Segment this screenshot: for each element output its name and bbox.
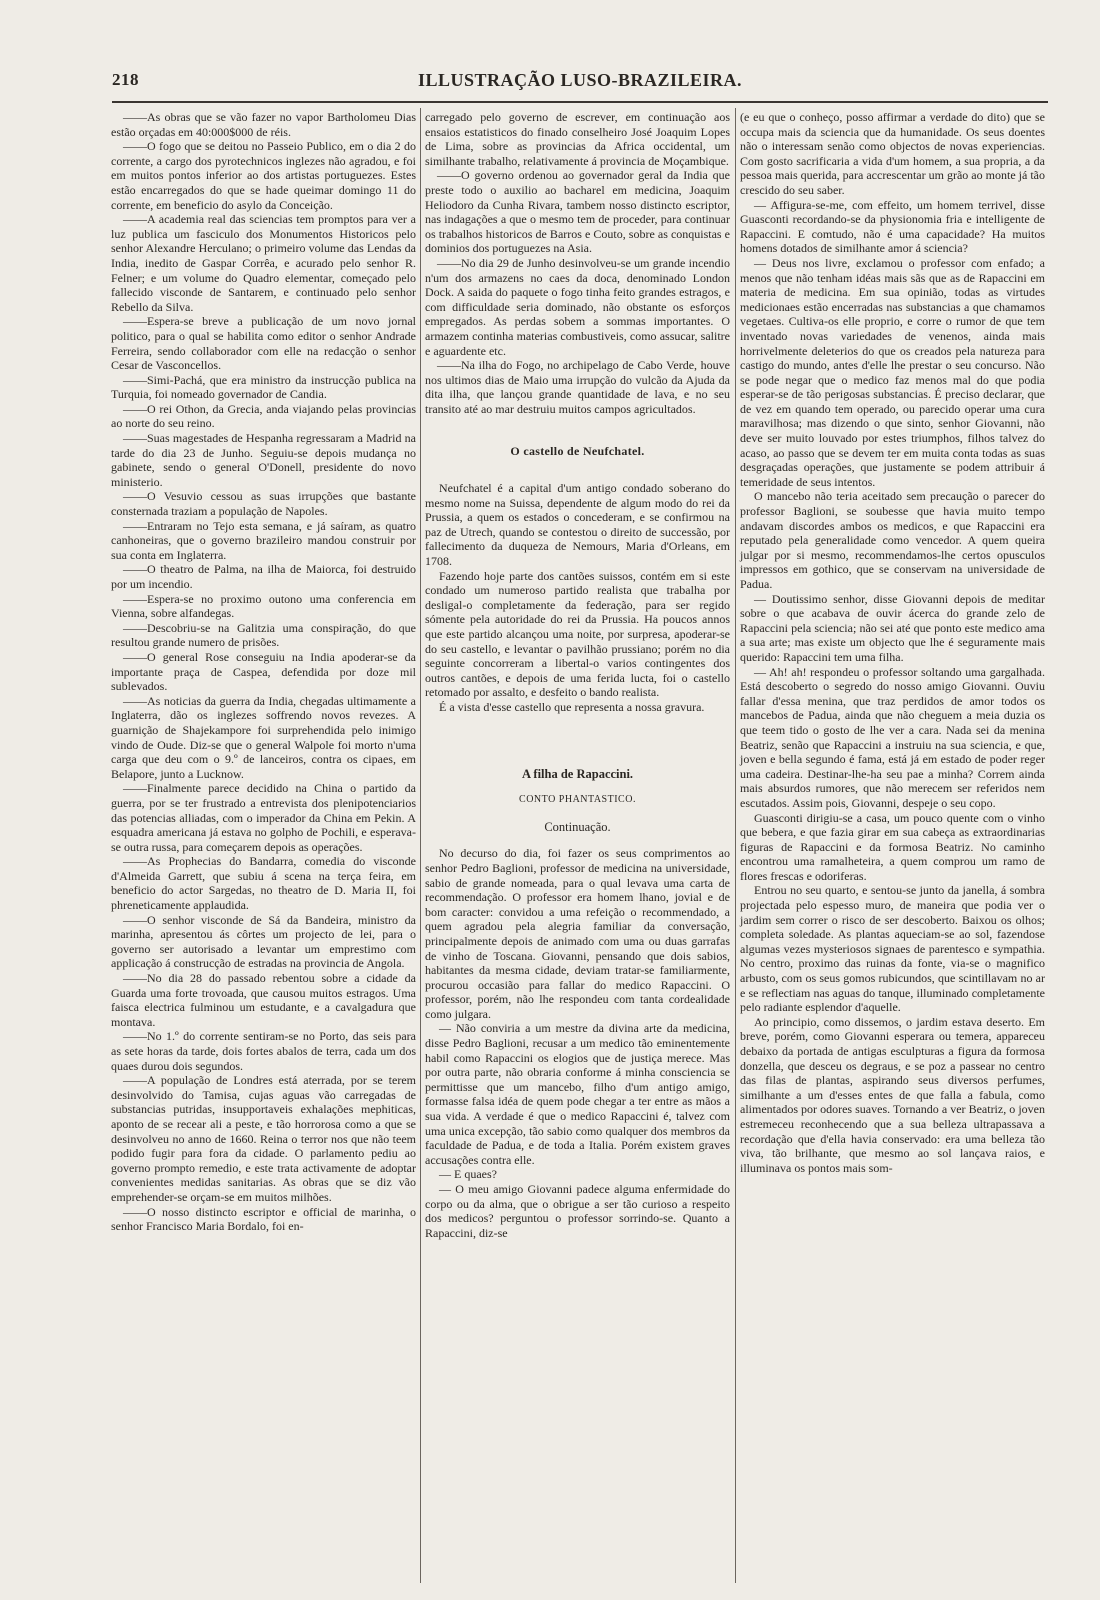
story-paragraph: — Ah! ah! respondeu o professor soltando uma gargalhada. Está descoberto o segredo do nosso amigo Giovanni. Ouviu fallar d'essa menina, que traz perdidos de amor todos os mancebos de Padua, ainda que não cheguem a meia duzia os que teem tido o gosto de lhe ver a cara. Nada sei da menina Beatriz, senão que Rapaccini a instruiu na sua sciencia, e que, joven e bella segundo é fama, está já em estado de poder reger uma cadeira. Destinar-lhe-ha seu pae a minha? Correm ainda mais absurdos rumores, que não merecem ser referidos nem escutados. Assim pois, Giovanni, despeje o seu copo. bbox=[740, 664, 1045, 810]
news-item: ——O nosso distincto escriptor e official de marinha, o senhor Francisco Maria Bordalo, foi en- bbox=[111, 1204, 416, 1234]
story-paragraph: — O meu amigo Giovanni padece alguma enfermidade do corpo ou da alma, que o obrigue a ser tão curioso a respeito dos medicos? perguntou o professor sorrindo-se. Quanto a Rapaccini, diz-se bbox=[425, 1182, 730, 1240]
story-subtitle: CONTO PHANTASTICO. bbox=[519, 794, 636, 806]
story-paragraph: Entrou no seu quarto, e sentou-se junto da janella, á sombra projectada pelo espesso muro, de maneira que podia ver o jardim sem correr o risco de ser descoberto. Baixou os olhos; completa soledade. As plantas aqueciam-se ao sol, fazendose algumas vezes mysteriosos signaes de parentesco e sympathia. No centro, proximo das ruinas da fonte, via-se o magnifico arbusto, com os seus gomos rubicundos, que scintillavam no ar e se reflectiam nas aguas do tanque, illuminado completamente pelo radiante esplendor d'aquelle. bbox=[740, 883, 1045, 1015]
story-paragraph: Ao principio, como dissemos, o jardim estava deserto. Em breve, porém, como Giovanni esperara ou temera, appareceu debaixo da portada de antigas esculpturas a figura da formosa donzella, que desceu os degraus, e se poz a passear no centro das filas de plantas, aspirando seus diversos perfumes, similhante a um d'esses entes de que falla a fabula, como alimentados por odores suaves. Tornando a ver Beatriz, o joven estremeceu reconhecendo que a sua belleza ultrapassava a recordação que d'ella havia conservado: era uma belleza tão viva, tão brilhante, que mesmo ao sol lançava raios, e illuminava os pontos mais som- bbox=[740, 1014, 1045, 1175]
column-middle bbox=[425, 110, 730, 1240]
column-left bbox=[111, 110, 416, 1234]
news-item: ——No dia 29 de Junho desinvolveu-se um grande incendio n'um dos armazens no caes da doca, denominado London Dock. A saida do paquete o fogo tinha feito grandes estragos, e com difficuldade seria dominado, não obstante os esforços empregados. As perdas sobem a sommas importantes. O armazem continha materias combustiveis, como assucar, salitre e aguardente etc. bbox=[425, 255, 730, 358]
news-item: ——As Prophecias do Bandarra, comedia do visconde d'Almeida Garrett, que subiu á scena na terça feira, em beneficio do actor Sargedas, no theatro de D. Maria II, foi phreneticamente applaudida. bbox=[111, 854, 416, 913]
news-item: ——Na ilha do Fogo, no archipelago de Cabo Verde, houve nos ultimos dias de Maio uma irrupção do vulcão da Ajuda da dita ilha, que lançou grande quantidade de lava, e no seu transito até ao mar destruiu muitos campos agricultados. bbox=[425, 358, 730, 416]
publication-title: ILLUSTRAÇÃO LUSO-BRAZILEIRA. bbox=[417, 70, 743, 90]
section-heading-castelo: O castello de Neufchatel. bbox=[510, 444, 645, 459]
column-divider bbox=[735, 108, 736, 1583]
page-number: 218 bbox=[112, 70, 139, 89]
column-right bbox=[740, 110, 1045, 1175]
story-paragraph: No decurso do dia, foi fazer os seus comprimentos ao senhor Pedro Baglioni, professor de medicina na universidade, sabio de grande nomeada, para o qual levava uma carta de recommendação. O professor era homem lhano, jovial e de bom caracter: convidou a uma refeição o recommendado, a quem agradou pela alegria familiar da conversação, principalmente depois de animado com uma ou duas garrafas de vinho de Toscana. Giovanni, pensando que dois sabios, habitantes da mesma cidade, deviam tratar-se familiarmente, procurou occasião para fallar do medico Rapaccini. O professor, porém, não lhe respondeu com tanta cordealidade como julgara. bbox=[425, 846, 730, 1021]
news-item: ——A academia real das sciencias tem promptos para ver a luz publica um fasciculo dos Monumentos Historicos pelo senhor Alexandre Herculano; o primeiro volume das Lendas da India, inedito de Gaspar Corrêa, e acurado pelo senhor R. Felner; e um volume do Quadro elementar, começado pelo fallecido visconde de Santarem, e continuado pelo senhor Rebello da Silva. bbox=[111, 212, 416, 314]
news-item: ——No dia 28 do passado rebentou sobre a cidade da Guarda uma forte trovoada, que causou muitos estragos. Uma faisca electrica fulminou um estudante, e a cavalgadura que montava. bbox=[111, 971, 416, 1029]
news-item: ——As noticias da guerra da India, chegadas ultimamente a Inglaterra, dão os inglezes soffrendo novos revezes. A guarnição de Shajekampore foi surprehendida pelo inimigo vindo de Oude. Diz-se que o general Walpole foi morto n'uma carga que deu com o 9.º de lanceiros, contra os cipaes, em Belapore, junto a Lucknow. bbox=[111, 693, 416, 781]
news-item: ——Suas magestades de Hespanha regressaram a Madrid na tarde do dia 23 de Junho. Seguiu-se depois mudança no gabinete, sendo o general O'Donell, presidente do novo ministerio. bbox=[111, 431, 416, 489]
news-item: ——Simi-Pachá, que era ministro da instrucção publica na Turquia, foi nomeado governador de Candia. bbox=[111, 372, 416, 402]
news-item: ——Finalmente parece decidido na China o partido da guerra, por se ter frustrado a entrevista dos plenipotenciarios das potencias alliadas, com o imperador da China em Pekin. A esquadra americana já estava no golpho de Pochili, e esperava-se outra russa, para começarem depois as operações. bbox=[111, 781, 416, 854]
page-header bbox=[112, 70, 1048, 100]
news-item: ——O theatro de Palma, na ilha de Maiorca, foi destruido por um incendio. bbox=[111, 562, 416, 591]
news-item: ——O fogo que se deitou no Passeio Publico, em o dia 2 do corrente, a cargo dos pyrotechnicos inglezes não agradou, e foi em muitos pontos inferior ao dos artistas portuguezes. Estes estão encarregados do que se hade queimar domingo 11 do corrente, em beneficio do asylo da Conceição. bbox=[111, 139, 416, 212]
story-continued-label: Continuação. bbox=[544, 819, 611, 834]
news-item: ——Espera-se no proximo outono uma conferencia em Vienna, sobre alfandegas. bbox=[111, 591, 416, 621]
news-item: ——Descobriu-se na Galitzia uma conspiração, do que resultou grande numero de prisões. bbox=[111, 620, 416, 650]
story-paragraph: — Affigura-se-me, com effeito, um homem terrivel, disse Guasconti recordando-se da physionomia fria e intelligente de Rapaccini. E comtudo, não é uma capacidade? Ha muitos homens dotados de similhante amor á sciencia? bbox=[740, 197, 1045, 256]
story-paragraph: — Doutissimo senhor, disse Giovanni depois de meditar sobre o que acabava de ouvir ácerca do grande zelo de Rapaccini pela sciencia; não sei até que ponto este medico ama a sua arte; mas existe um objecto que lhe é seguramente mais querido: Rapaccini tem uma filha. bbox=[740, 591, 1045, 664]
story-paragraph: (e eu que o conheço, posso affirmar a verdade do dito) que se occupa mais da sciencia que da humanidade. Os seus doentes não o interessam senão como objectos de novas experiencias. Com gosto sacrificaria a vida d'um homem, a sua propria, a da pessoa mais querida, para accrescentar um grão ao monte já tão crescido do seu saber. bbox=[740, 110, 1045, 197]
column-divider bbox=[420, 108, 421, 1583]
news-item: ——O rei Othon, da Grecia, anda viajando pelas provincias ao norte do seu reino. bbox=[111, 401, 416, 431]
story-paragraph: — Deus nos livre, exclamou o professor com enfado; a menos que não tenham idéas mais sãs que as de Rapaccini em materia de medicina. Em sua opinião, todas as virtudes medicionaes estão encerradas nas substancias a que chamamos vegetaes. Cultiva-os elle proprio, e corre o rumor de que tem inventado novas variedades de venenos, ainda mais horrivelmente deleterios do que os creados pela natureza para castigo do mundo, antes d'elle lhe prestar o seu concurso. Não se pode negar que o medico faz menos mal do que podia esperar-se de tão perigosas substancias. É preciso declarar, que de vez em quando tem operado, ou parecido operar uma cura maravilhosa; mas dizendo o que sinto, senhor Giovanni, não deve ser muito louvado por estes triumphos, filhos talvez do acaso, ao passo que se devem ter em muita conta todas as suas desgraçadas operações, que justamente se podem attribuir á temeridade de seus intentos. bbox=[740, 255, 1045, 489]
article-paragraph: Fazendo hoje parte dos cantões suissos, contém em si este condado um numeroso partido realista que trabalha por desligal-o completamente da federação, para ser regido sómente pela autoridade do rei da Prussia. Ha poucos annos que este partido alcançou uma noite, por surpresa, apoderar-se do seu castello, e levantar o pavilhão prussiano; porém no dia seguinte concorreram a libertal-o varios contingentes dos outros cantões, e depois de uma ferida lucta, foi o castello retomado por assalto, e desfeito o bando realista. bbox=[425, 568, 730, 700]
news-item: ——No 1.º do corrente sentiram-se no Porto, das seis para as sete horas da tarde, dois fortes abalos de terra, cada um dos quaes durou dois segundos. bbox=[111, 1029, 416, 1073]
news-item: ——O governo ordenou ao governador geral da India que preste todo o auxilio ao bacharel em medicina, Joaquim Heliodoro da Cunha Rivara, tambem nosso distincto escriptor, nas indagações a que o mesmo tem de proceder, para continuar os trabalhos historicos de Barros e Couto, sobre as conquistas e dominios dos portuguezes na Asia. bbox=[425, 168, 730, 256]
news-item: carregado pelo governo de escrever, em continuação aos ensaios estatisticos do finado conselheiro José Joaquim Lopes de Lima, sobre as provincias da Africa occidental, um similhante trabalho, relativamente á provincia de Moçambique. bbox=[425, 110, 730, 168]
news-item: ——A população de Londres está aterrada, por se terem desinvolvido do Tamisa, cujas aguas vão carregadas de substancias putridas, insupportaveis exhalações mephiticas, aponto de se recear ali a peste, e tão horrorosa como a que se desinvolveu no anno de 1660. Reina o terror nos que não teem podido fugir para fora da cidade. O parlamento pediu ao governo prompto remedio, e este trata activamente de adoptar convenientes medidas sanitarias. As obras que se diz vão emprehender-se orçam-se em muitos milhões. bbox=[111, 1073, 416, 1204]
story-title: A filha de Rapaccini. bbox=[521, 766, 634, 781]
news-item: ——O general Rose conseguiu na India apoderar-se da importante praça de Caspea, defendida por doze mil sublevados. bbox=[111, 649, 416, 694]
story-paragraph: Guasconti dirigiu-se a casa, um pouco quente com o vinho que bebera, e que fazia girar em sua cabeça as extraordinarias figuras de Rapaccini e da formosa Beatriz. No caminho encontrou uma ramalheteira, a quem comprou um ramo de flores frescas e odoriferas. bbox=[740, 810, 1045, 883]
news-item: ——Espera-se breve a publicação de um novo jornal politico, para o qual se habilita como editor o senhor Andrade Ferreira, sendo collaborador com elle na redacção o senhor Cesar de Vasconcellos. bbox=[111, 314, 416, 373]
news-item: ——O Vesuvio cessou as suas irrupções que bastante consternada traziam a população de Napoles. bbox=[111, 489, 416, 519]
story-paragraph: — E quaes? bbox=[439, 1167, 497, 1182]
header-rule bbox=[112, 101, 1048, 103]
article-paragraph: É a vista d'esse castello que representa a nossa gravura. bbox=[439, 699, 705, 714]
story-paragraph: — Não conviria a um mestre da divina arte da medicina, disse Pedro Baglioni, recusar a um medico tão eminentemente habil como Rapaccini os elogios que de justiça merece. Mas por outra parte, não obraria conforme á minha consciencia se permittisse que um mancebo, filho d'um antigo amigo, formasse falsa idéa de quem pode chegar a ter entre as mãos a sua vida. A verdade é que o medico Rapaccini é, talvez com uma unica excepção, tão sabio como qualquer dos membros da faculdade de Padua, e de toda a Italia. Porém existem graves accusações contra elle. bbox=[425, 1021, 730, 1167]
news-item: ——Entraram no Tejo esta semana, e já saíram, as quatro canhoneiras, que o governo brazileiro mandou construir por sua conta em Inglaterra. bbox=[111, 518, 416, 562]
story-paragraph: O mancebo não teria aceitado sem precaução o parecer do professor Baglioni, se soubesse que havia muito tempo andavam discordes ambos os medicos, e que Rapaccini era reputado pela generalidade como vencedor. A quem queira julgar por si mesmo, recommendamos-lhe certos opusculos impressos em gothico, que se conservam na universidade de Padua. bbox=[740, 489, 1045, 591]
news-item: ——As obras que se vão fazer no vapor Bartholomeu Dias estão orçadas em 40:000$000 de réis. bbox=[111, 110, 416, 139]
news-item: ——O senhor visconde de Sá da Bandeira, ministro da marinha, apresentou ás côrtes um projecto de lei, para o governo ser autorisado a levantar um emprestimo com applicação á construcção de estradas na provincia de Angola. bbox=[111, 912, 416, 971]
article-paragraph: Neufchatel é a capital d'um antigo condado soberano do mesmo nome na Suissa, dependente de algum modo do rei da Prussia, a quem os estados o concederam, e se confirmou na paz de Utrech, quando se contestou o direito de successão, por fallecimento da duqueza de Nemours, Maria d'Orleans, em 1708. bbox=[425, 481, 730, 569]
